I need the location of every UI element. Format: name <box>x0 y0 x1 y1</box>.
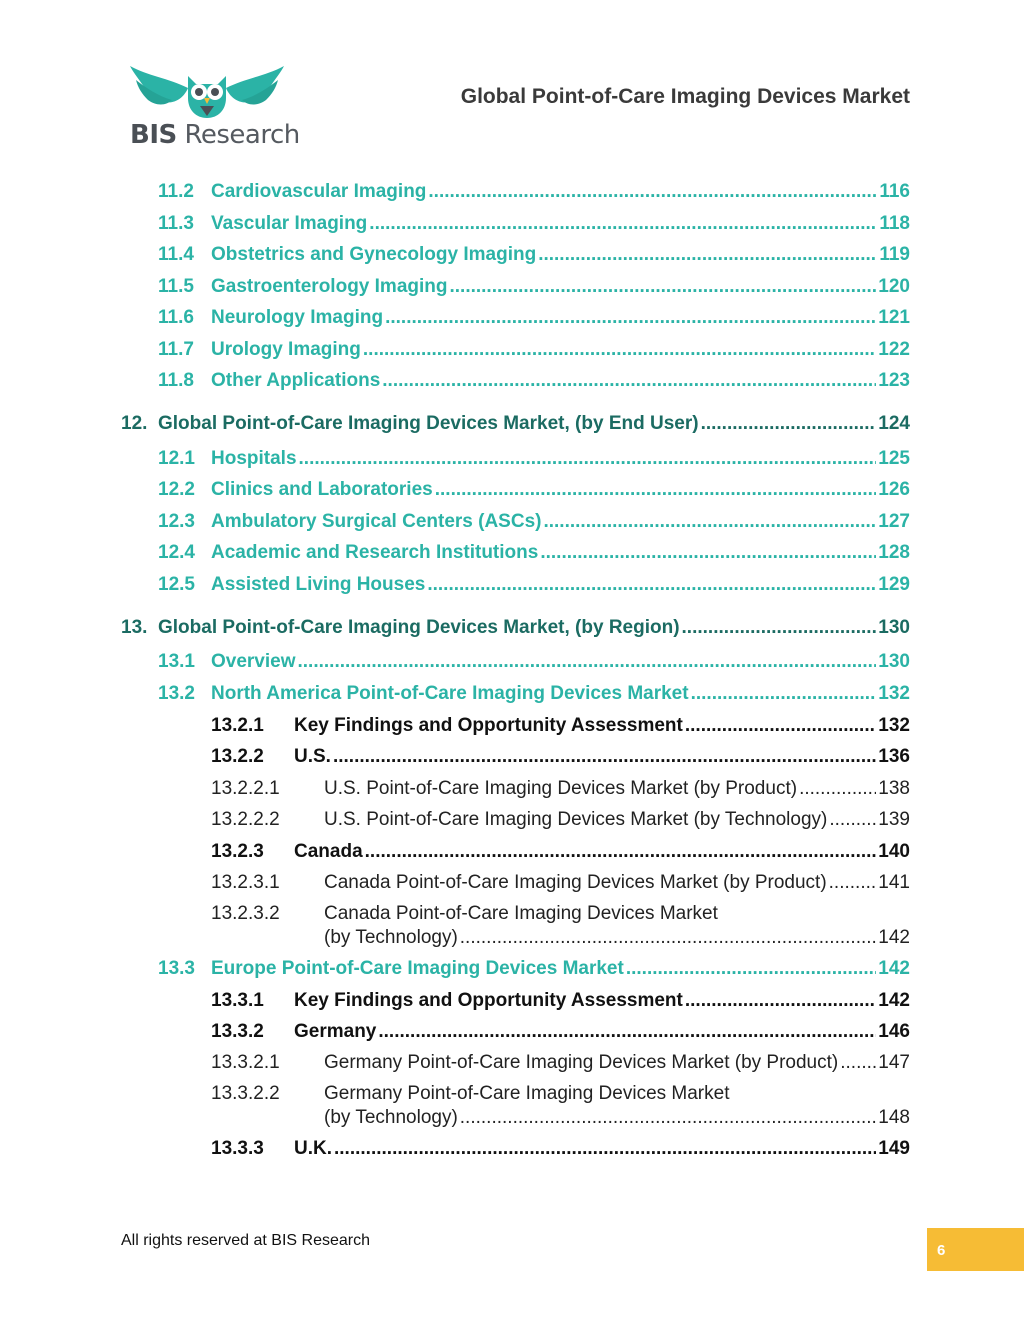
toc-dot-leader <box>701 413 877 435</box>
toc-entry-page: 142 <box>878 990 910 1011</box>
toc-dot-leader <box>428 181 877 203</box>
toc-dot-leader <box>298 651 877 673</box>
toc-entry-page: 142 <box>878 958 910 979</box>
toc-dot-leader <box>427 574 876 596</box>
toc-entry-number: 13.2.2 <box>211 746 264 767</box>
toc-entry-title[interactable]: Germany Point-of-Care Imaging Devices Market <box>324 1083 730 1104</box>
toc-entry-number: 12. <box>121 413 148 434</box>
toc-entry-title: Urology Imaging <box>211 339 361 360</box>
toc-entry[interactable] <box>211 778 910 800</box>
bis-research-logo <box>128 62 300 152</box>
toc-entry-number: 11.7 <box>158 339 194 360</box>
toc-entry-page: 125 <box>878 448 910 469</box>
toc-dot-leader <box>543 511 876 533</box>
document-title: Global Point-of-Care Imaging Devices Market <box>460 85 910 108</box>
toc-entry-page: 139 <box>878 809 910 830</box>
toc-entry-page: 123 <box>878 370 910 391</box>
toc-entry-title: Germany <box>294 1021 377 1042</box>
toc-entry-title: Clinics and Laboratories <box>211 479 433 500</box>
toc-entry-title: Cardiovascular Imaging <box>211 181 427 202</box>
toc-entry-title: Key Findings and Opportunity Assessment <box>294 715 683 736</box>
toc-entry[interactable] <box>158 511 910 533</box>
toc-entry[interactable] <box>158 181 910 203</box>
toc-entry[interactable] <box>121 617 910 639</box>
toc-entry[interactable] <box>158 276 910 298</box>
toc-entry-number: 13.2.2.1 <box>211 778 280 799</box>
toc-dot-leader <box>460 927 877 949</box>
toc-dot-leader <box>538 244 877 266</box>
toc-dot-leader <box>685 990 876 1012</box>
toc-entry-title: (by Technology) <box>324 927 458 948</box>
toc-entry-number: 11.4 <box>158 244 194 265</box>
toc-entry-page: 138 <box>878 778 910 799</box>
toc-entry-title: Canada Point-of-Care Imaging Devices Market (by Product) <box>324 872 827 893</box>
toc-entry-page: 126 <box>878 479 910 500</box>
toc-entry-title: Other Applications <box>211 370 381 391</box>
toc-entry[interactable] <box>211 809 910 831</box>
toc-entry-number: 13.2.3 <box>211 841 264 862</box>
toc-entry-page: 129 <box>878 574 910 595</box>
toc-entry-number: 13.1 <box>158 651 195 672</box>
toc-dot-leader <box>691 683 877 705</box>
toc-entry-title: Global Point-of-Care Imaging Devices Market, (by Region) <box>158 617 680 638</box>
toc-dot-leader <box>626 958 876 980</box>
toc-entry[interactable] <box>158 307 910 329</box>
toc-entry-page: 149 <box>878 1138 910 1159</box>
toc-entry-page: 140 <box>878 841 910 862</box>
toc-entry-number: 13.2.3.1 <box>211 872 280 893</box>
toc-entry-title: Obstetrics and Gynecology Imaging <box>211 244 537 265</box>
toc-entry[interactable] <box>324 927 910 949</box>
toc-entry-page: 132 <box>878 683 910 704</box>
toc-entry-number: 13. <box>121 617 148 638</box>
toc-dot-leader <box>299 448 877 470</box>
toc-entry-title: Hospitals <box>211 448 297 469</box>
toc-entry[interactable] <box>211 1021 910 1043</box>
toc-entry-title: Ambulatory Surgical Centers (ASCs) <box>211 511 542 532</box>
toc-entry-number: 11.5 <box>158 276 194 297</box>
toc-dot-leader <box>682 617 877 639</box>
toc-entry-title: Key Findings and Opportunity Assessment <box>294 990 683 1011</box>
toc-entry-number: 11.2 <box>158 181 194 202</box>
toc-entry-page: 130 <box>878 651 910 672</box>
toc-entry-number: 13.3 <box>158 958 195 979</box>
toc-entry[interactable] <box>211 1052 910 1074</box>
toc-entry[interactable] <box>158 479 910 501</box>
toc-entry-page: 132 <box>878 715 910 736</box>
toc-entry-number: 11.8 <box>158 370 194 391</box>
toc-entry-page: 147 <box>878 1052 910 1073</box>
toc-dot-leader <box>365 841 877 863</box>
toc-dot-leader <box>460 1107 877 1129</box>
toc-entry-number: 13.3.1 <box>211 990 264 1011</box>
toc-entry-title: Germany Point-of-Care Imaging Devices Market (by Product) <box>324 1052 839 1073</box>
toc-entry-number: 13.3.2.1 <box>211 1052 280 1073</box>
toc-entry[interactable] <box>211 715 910 737</box>
toc-entry[interactable] <box>211 841 910 863</box>
toc-entry-title: (by Technology) <box>324 1107 458 1128</box>
toc-entry[interactable] <box>121 413 910 435</box>
toc-entry-title: Global Point-of-Care Imaging Devices Market, (by End User) <box>158 413 699 434</box>
toc-dot-leader <box>829 872 877 894</box>
toc-entry[interactable] <box>158 651 910 673</box>
toc-entry-number: 12.5 <box>158 574 195 595</box>
toc-entry-number: 12.3 <box>158 511 195 532</box>
toc-entry-number: 13.3.2.2 <box>211 1083 280 1104</box>
toc-entry[interactable] <box>211 1138 910 1160</box>
toc-entry-number: 12.2 <box>158 479 195 500</box>
toc-entry-number: 13.2 <box>158 683 195 704</box>
toc-entry-page: 116 <box>879 181 910 202</box>
toc-entry-page: 146 <box>878 1021 910 1042</box>
toc-entry-title: U.S. Point-of-Care Imaging Devices Market (by Product) <box>324 778 798 799</box>
toc-entry-title: Canada <box>294 841 363 862</box>
toc-dot-leader <box>435 479 877 501</box>
toc-entry[interactable] <box>211 872 910 894</box>
toc-entry-number: 12.1 <box>158 448 195 469</box>
toc-entry[interactable] <box>158 339 910 361</box>
toc-entry[interactable] <box>158 574 910 596</box>
toc-entry-number: 13.3.2 <box>211 1021 264 1042</box>
toc-entry-page: 119 <box>879 244 910 265</box>
toc-entry[interactable] <box>158 370 910 392</box>
toc-entry-number: 13.2.3.2 <box>211 903 280 924</box>
owl-logo-icon <box>128 62 286 120</box>
toc-entry[interactable] <box>211 746 910 768</box>
toc-entry-number: 13.2.2.2 <box>211 809 280 830</box>
toc-entry-title: U.S. <box>294 746 331 767</box>
toc-entry-title: Neurology Imaging <box>211 307 384 328</box>
toc-dot-leader <box>449 276 876 298</box>
toc-entry-number: 13.2.1 <box>211 715 264 736</box>
toc-dot-leader <box>334 1138 876 1160</box>
toc-entry-page: 127 <box>878 511 910 532</box>
toc-dot-leader <box>829 809 876 831</box>
toc-entry-title: Academic and Research Institutions <box>211 542 539 563</box>
toc-dot-leader <box>799 778 876 800</box>
toc-entry-page: 148 <box>878 1107 910 1128</box>
page-number: 6 <box>937 1242 946 1259</box>
toc-entry[interactable] <box>158 213 910 235</box>
toc-entry-title: Assisted Living Houses <box>211 574 426 595</box>
toc-entry-page: 136 <box>878 746 910 767</box>
toc-entry-page: 142 <box>878 927 910 948</box>
toc-entry[interactable] <box>211 990 910 1012</box>
toc-dot-leader <box>540 542 876 564</box>
toc-entry-title: Overview <box>211 651 296 672</box>
toc-entry-title: Vascular Imaging <box>211 213 368 234</box>
toc-entry-page: 128 <box>878 542 910 563</box>
toc-entry-title: U.S. Point-of-Care Imaging Devices Market (by Technology) <box>324 809 828 830</box>
toc-entry[interactable] <box>158 244 910 266</box>
toc-entry-page: 141 <box>878 872 910 893</box>
toc-entry-number: 13.3.3 <box>211 1138 264 1159</box>
toc-entry-page: 130 <box>878 617 910 638</box>
toc-entry-page: 121 <box>878 307 910 328</box>
toc-entry-title: North America Point-of-Care Imaging Devices Market <box>211 683 689 704</box>
toc-entry-page: 122 <box>878 339 910 360</box>
toc-dot-leader <box>378 1021 876 1043</box>
toc-entry-number: 11.3 <box>158 213 194 234</box>
toc-dot-leader <box>685 715 876 737</box>
logo-wordmark: BIS Research <box>130 120 300 150</box>
footer-rights: All rights reserved at BIS Research <box>121 1232 370 1249</box>
toc-entry-page: 124 <box>878 413 910 434</box>
toc-entry-title: U.K. <box>294 1138 332 1159</box>
toc-entry[interactable] <box>158 448 910 470</box>
toc-entry[interactable] <box>158 958 910 980</box>
toc-entry-title[interactable]: Canada Point-of-Care Imaging Devices Market <box>324 903 718 924</box>
toc-entry-title: Gastroenterology Imaging <box>211 276 448 297</box>
toc-dot-leader <box>385 307 876 329</box>
toc-entry-number: 11.6 <box>158 307 194 328</box>
toc-entry-number: 12.4 <box>158 542 195 563</box>
toc-dot-leader <box>333 746 876 768</box>
toc-dot-leader <box>382 370 876 392</box>
toc-entry[interactable] <box>158 683 910 705</box>
toc-entry-page: 120 <box>878 276 910 297</box>
toc-entry[interactable] <box>324 1107 910 1129</box>
toc-entry[interactable] <box>158 542 910 564</box>
toc-dot-leader <box>363 339 876 361</box>
toc-dot-leader <box>840 1052 876 1074</box>
page-number-badge <box>927 1228 1024 1271</box>
toc-entry-page: 118 <box>879 213 910 234</box>
toc-dot-leader <box>369 213 877 235</box>
toc-entry-title: Europe Point-of-Care Imaging Devices Market <box>211 958 624 979</box>
